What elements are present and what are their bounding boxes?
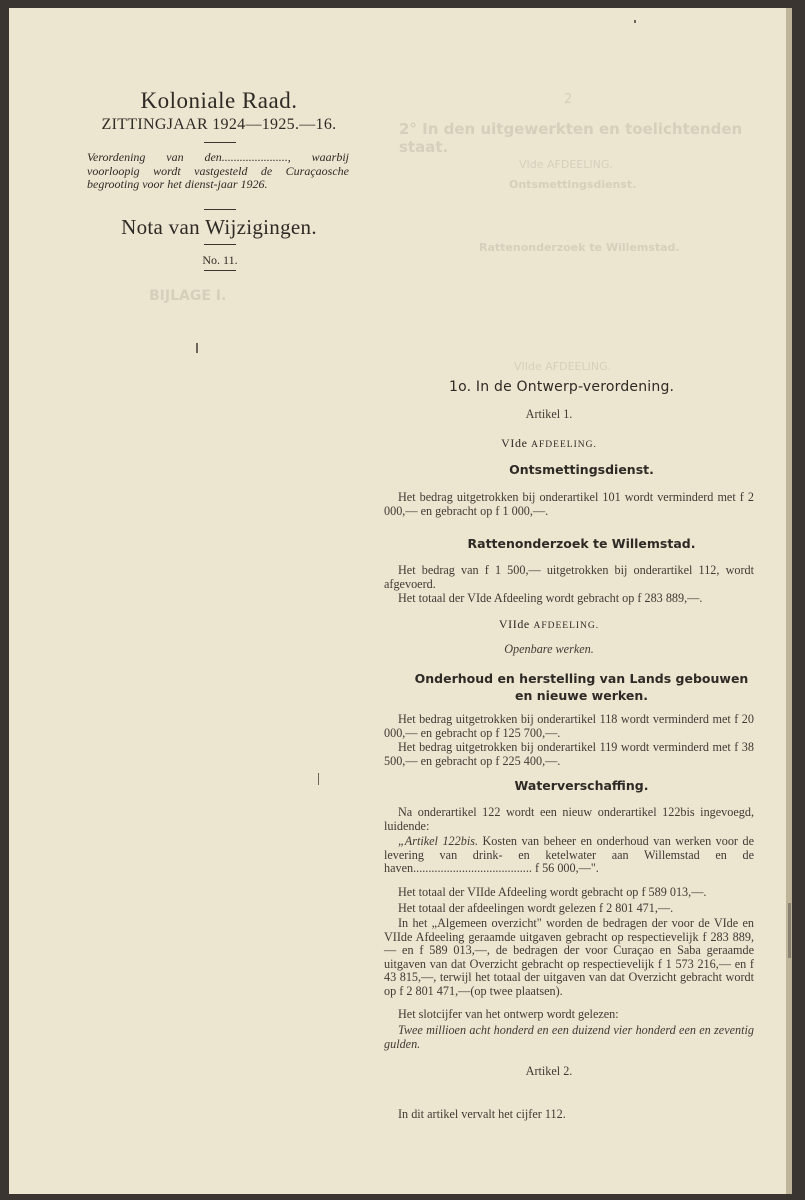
ontsmetting-heading: Ontsmettingsdienst.: [509, 462, 654, 477]
slotcijfer-text: Het slotcijfer van het ontwerp wordt gelezen:: [398, 1007, 619, 1021]
onderhoud-text-1: Het bedrag uitgetrokken bij onderartikel 118 wordt verminderd met f 20 000,— en gebracht op f 125 700,—.: [384, 712, 754, 740]
bleed-page-number: 2: [564, 92, 573, 107]
speck: [634, 20, 636, 23]
article-2-title: Artikel 2.: [525, 1064, 573, 1078]
speck: [196, 343, 198, 353]
afdeeling-7-heading: [439, 617, 659, 632]
document-page: [9, 8, 792, 1194]
slotcijfer-words: Twee millioen acht honderd en een duizend vier honderd een en zeventig gulden.: [384, 1023, 754, 1051]
bleed-bijlage: BIJLAGE I.: [149, 288, 227, 304]
article-2-text: In dit artikel vervalt het cijfer 112.: [398, 1107, 566, 1121]
session-year: ZITTINGJAAR 1924—1925.—16.: [101, 116, 337, 133]
ratten-text-1: Het bedrag van f 1 500,— uitgetrokken bij onderartikel 112, wordt afgevoerd.: [384, 563, 754, 591]
divider: [204, 270, 236, 271]
page-edge-mark: [788, 903, 791, 958]
document-title: Nota van Wijzigingen.: [121, 215, 317, 239]
ratten-heading: Rattenonderzoek te Willemstad.: [467, 536, 696, 551]
page-edge: [786, 8, 792, 1194]
divider: [204, 209, 236, 210]
onderhoud-text-2: Het bedrag uitgetrokken bij onderartikel 119 wordt verminderd met f 38 500,— en gebracht op f 225 400,—.: [384, 740, 754, 768]
ordinance-description: Verordening van den......................, waarbij voorloopig wordt vastgesteld de Curaçaosche begrooting voor het dienst-jaar 1926.: [87, 150, 349, 191]
onderhoud-heading: Onderhoud en herstelling van Lands gebouwen en nieuwe werken.: [414, 671, 749, 703]
afdeeling-7-word: AFDEELING.: [533, 621, 600, 631]
ontsmetting-text: Het bedrag uitgetrokken bij onderartikel 101 wordt verminderd met f 2 000,— en gebracht op f 1 000,—.: [384, 490, 754, 518]
totaal-afdeelingen: Het totaal der afdeelingen wordt gelezen f 2 801 471,—.: [398, 901, 674, 915]
afdeeling-6-heading: [439, 436, 659, 451]
water-quote-lead: „Artikel 122bis.: [398, 834, 478, 848]
afdeeling-6-roman: VIde: [501, 436, 528, 450]
totaal-vii: Het totaal der VIIde Afdeeling wordt gebracht op f 589 013,—.: [398, 885, 707, 899]
article-1-title: Artikel 1.: [525, 407, 573, 421]
ratten-text-2: Het totaal der VIde Afdeeling wordt gebracht op f 283 889,—.: [398, 591, 703, 605]
water-text-1: Na onderartikel 122 wordt een nieuw onderartikel 122bis ingevoegd, luidende:: [384, 805, 754, 833]
afdeeling-7-roman: VIIde: [498, 617, 530, 631]
bleed-ontsmetting: Ontsmettingsdienst.: [509, 178, 637, 191]
bleed-heading: 2° In den uitgewerkten en toelichtenden staat.: [399, 120, 743, 156]
divider: [204, 142, 236, 143]
water-quote: [384, 835, 754, 876]
council-title: Koloniale Raad.: [140, 88, 298, 113]
document-number: No. 11.: [202, 253, 238, 267]
bleed-ratten: Rattenonderzoek te Willemstad.: [479, 241, 680, 254]
section-heading: 1o. In de Ontwerp-verordening.: [449, 379, 675, 395]
bleed-afdeeling-7: VIIde AFDEELING.: [514, 360, 612, 373]
water-quote-rest: Kosten van beheer en onderhoud van werken voor de levering van drink- en ketelwater aan Willemstad en de haven....................................... f 56 000,—".: [384, 834, 754, 876]
algemeen-overzicht-text: In het „Algemeen overzicht" worden de bedragen der voor de VIde en VIIde Afdeeling geraamde uitgaven gebracht op respectievelijk f 283 889,— en f 589 013,—, de bedragen der voor Curaçao en Saba geraamde uitgaven van dat Overzicht gebracht op respectievelijk f 1 573 216,— en f 43 815,—, terwijl het totaal der uitgaven van dat Overzicht gebracht wordt op f 2 801 471,—(op twee plaatsen).: [384, 916, 754, 998]
speck: [318, 773, 319, 785]
water-heading: Waterverschaffing.: [514, 778, 649, 793]
openbare-werken: Openbare werken.: [504, 642, 594, 656]
divider: [204, 244, 236, 245]
bleed-afdeeling-6: VIde AFDEELING.: [519, 158, 613, 171]
afdeeling-6-word: AFDEELING.: [531, 440, 597, 450]
